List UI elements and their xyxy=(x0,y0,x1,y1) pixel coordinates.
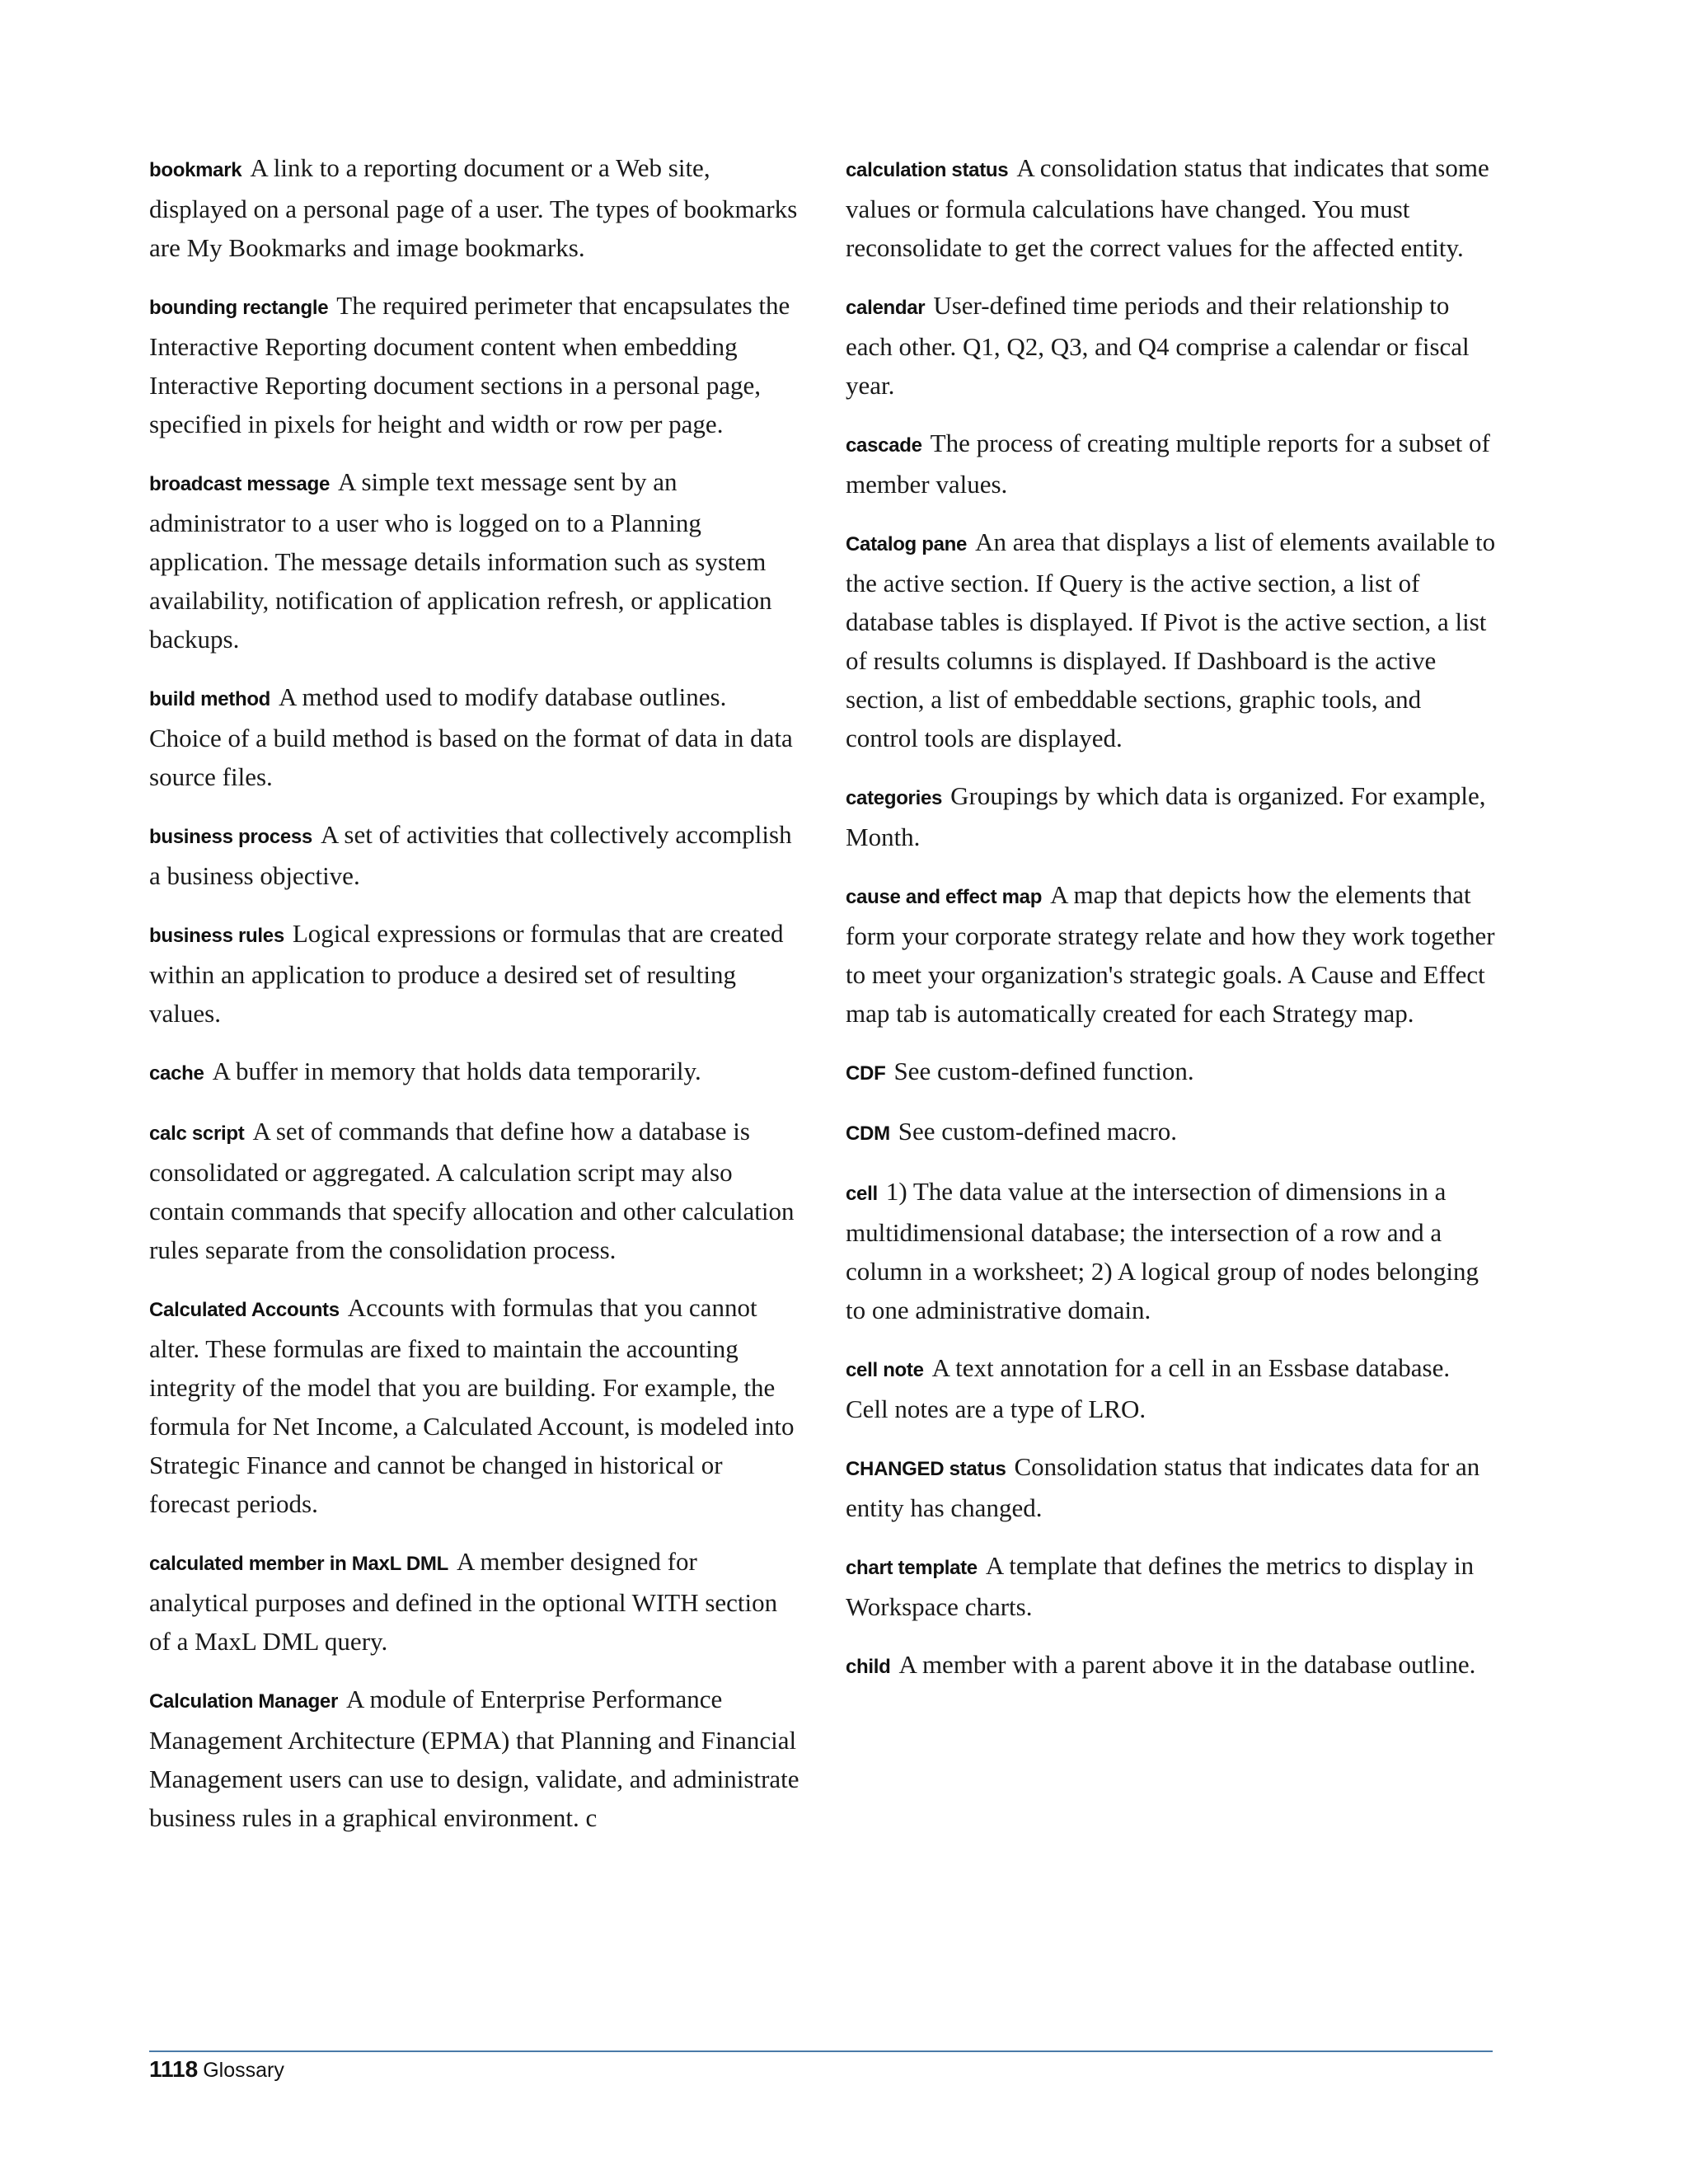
glossary-entry xyxy=(149,677,800,796)
glossary-entry xyxy=(846,523,1497,757)
glossary-entry xyxy=(149,815,800,895)
glossary-entry xyxy=(846,148,1497,267)
glossary-entry xyxy=(149,1112,800,1269)
glossary-entry xyxy=(846,1112,1497,1153)
glossary-definition: A text annotation for a cell in an Essbase database. Cell notes are a type of LRO. xyxy=(846,1353,1451,1423)
glossary-entry xyxy=(846,1645,1497,1686)
glossary-entry xyxy=(149,1052,800,1093)
glossary-definition: A map that depicts how the elements that form your corporate strategy relate and how they work together to meet your organization's strategic goals. A Cause and Effect map tab is automatically created for each Strategy map. xyxy=(846,880,1495,1028)
glossary-term: CHANGED status xyxy=(846,1458,1006,1480)
glossary-definition: Groupings by which data is organized. For example, Month. xyxy=(846,781,1486,851)
glossary-definition: A set of activities that collectively accomplish a business objective. xyxy=(149,820,792,890)
glossary-definition: A method used to modify database outlines. Choice of a build method is based on the format of data in data source files. xyxy=(149,682,793,791)
page-footer xyxy=(149,2056,284,2083)
glossary-definition: Accounts with formulas that you cannot alter. These formulas are fixed to maintain the accounting integrity of the model that you are building. For example, the formula for Net Income, a Calculated Account, is modeled into Strategic Finance and cannot be changed in historical or forecast periods. xyxy=(149,1293,795,1518)
glossary-entry xyxy=(846,1348,1497,1428)
glossary-entry xyxy=(149,1680,800,1837)
glossary-term: Catalog pane xyxy=(846,533,968,555)
footer-divider xyxy=(149,2050,1493,2052)
footer-section-title: Glossary xyxy=(203,2059,284,2082)
glossary-definition: 1) The data value at the intersection of dimensions in a multidimensional database; the intersection of a row and a column in a worksheet; 2) A logical group of nodes belonging to one administrative domain. xyxy=(846,1177,1479,1324)
glossary-definition: See custom-defined macro. xyxy=(898,1117,1178,1146)
glossary-definition: A consolidation status that indicates that some values or formula calculations have changed. You must reconsolidate to get the correct values for the affected entity. xyxy=(846,153,1489,262)
glossary-term: bookmark xyxy=(149,159,242,181)
glossary-entry xyxy=(846,875,1497,1033)
glossary-term: broadcast message xyxy=(149,473,331,495)
glossary-definition: A template that defines the metrics to display in Workspace charts. xyxy=(846,1551,1475,1621)
glossary-term: Calculated Accounts xyxy=(149,1299,340,1321)
glossary-definition: A member designed for analytical purposes and defined in the optional WITH section of a MaxL DML query. xyxy=(149,1547,778,1656)
glossary-entry xyxy=(846,1172,1497,1329)
glossary-term: cause and effect map xyxy=(846,886,1043,908)
glossary-entry xyxy=(846,424,1497,504)
glossary-entry xyxy=(149,148,800,267)
glossary-definition: An area that displays a list of elements available to the active section. If Query is the active section, a list of database tables is displayed. If Pivot is the active section, a list of results columns is displayed. If Dashboard is the active section, a list of embeddable sections, graphic tools, and control tools are displayed. xyxy=(846,527,1496,752)
glossary-definition: A set of commands that define how a database is consolidated or aggregated. A calculation script may also contain commands that specify allocation and other calculation rules separate from the consolidation process. xyxy=(149,1117,795,1264)
glossary-term: business rules xyxy=(149,925,284,947)
glossary-definition: Consolidation status that indicates data for an entity has changed. xyxy=(846,1452,1480,1522)
left-column xyxy=(149,148,800,1856)
glossary-term: child xyxy=(846,1656,891,1678)
glossary-term: calendar xyxy=(846,297,926,319)
glossary-definition: Logical expressions or formulas that are created within an application to produce a desired set of resulting values. xyxy=(149,919,784,1028)
glossary-entry xyxy=(846,1447,1497,1527)
glossary-term: calculation status xyxy=(846,159,1009,181)
glossary-term: Calculation Manager xyxy=(149,1690,339,1713)
glossary-entry xyxy=(846,286,1497,405)
glossary-term: cache xyxy=(149,1062,204,1085)
glossary-term: bounding rectangle xyxy=(149,297,329,319)
glossary-term: categories xyxy=(846,787,943,809)
glossary-term: cell note xyxy=(846,1359,924,1381)
glossary-definition: A module of Enterprise Performance Management Architecture (EPMA) that Planning and Financial Management users can use to design, validate, and administrate business rules in a graphical environment. c xyxy=(149,1685,799,1832)
glossary-term: calc script xyxy=(149,1122,245,1145)
right-column xyxy=(846,148,1497,1705)
page-number: 1118 xyxy=(149,2056,199,2082)
glossary-term: cascade xyxy=(846,434,922,457)
glossary-term: build method xyxy=(149,688,271,710)
glossary-entry xyxy=(149,1542,800,1661)
glossary-definition: A simple text message sent by an administrator to a user who is logged on to a Planning application. The message details information such as system availability, notification of application refresh, or application backups. xyxy=(149,467,772,654)
glossary-entry xyxy=(846,1052,1497,1093)
glossary-entry xyxy=(846,776,1497,856)
glossary-entry xyxy=(149,286,800,443)
glossary-definition: The process of creating multiple reports for a subset of member values. xyxy=(846,429,1490,499)
glossary-term: chart template xyxy=(846,1557,978,1579)
glossary-term: business process xyxy=(149,826,312,848)
glossary-term: CDM xyxy=(846,1122,890,1145)
glossary-definition: A buffer in memory that holds data temporarily. xyxy=(212,1057,701,1085)
glossary-entry xyxy=(149,462,800,658)
glossary-definition: A link to a reporting document or a Web site, displayed on a personal page of a user. The types of bookmarks are My Bookmarks and image bookmarks. xyxy=(149,153,798,262)
glossary-term: calculated member in MaxL DML xyxy=(149,1553,448,1575)
glossary-term: CDF xyxy=(846,1062,886,1085)
glossary-entry xyxy=(846,1546,1497,1626)
glossary-definition: The required perimeter that encapsulates the Interactive Reporting document content when embedding Interactive Reporting document sections in a personal page, specified in pixels for height and width or row per page. xyxy=(149,291,790,438)
glossary-definition: A member with a parent above it in the database outline. xyxy=(898,1650,1476,1679)
glossary-term: cell xyxy=(846,1183,878,1205)
glossary-definition: User-defined time periods and their relationship to each other. Q1, Q2, Q3, and Q4 comprise a calendar or fiscal year. xyxy=(846,291,1470,400)
glossary-entry xyxy=(149,1288,800,1523)
glossary-definition: See custom-defined function. xyxy=(893,1057,1194,1085)
glossary-entry xyxy=(149,914,800,1033)
